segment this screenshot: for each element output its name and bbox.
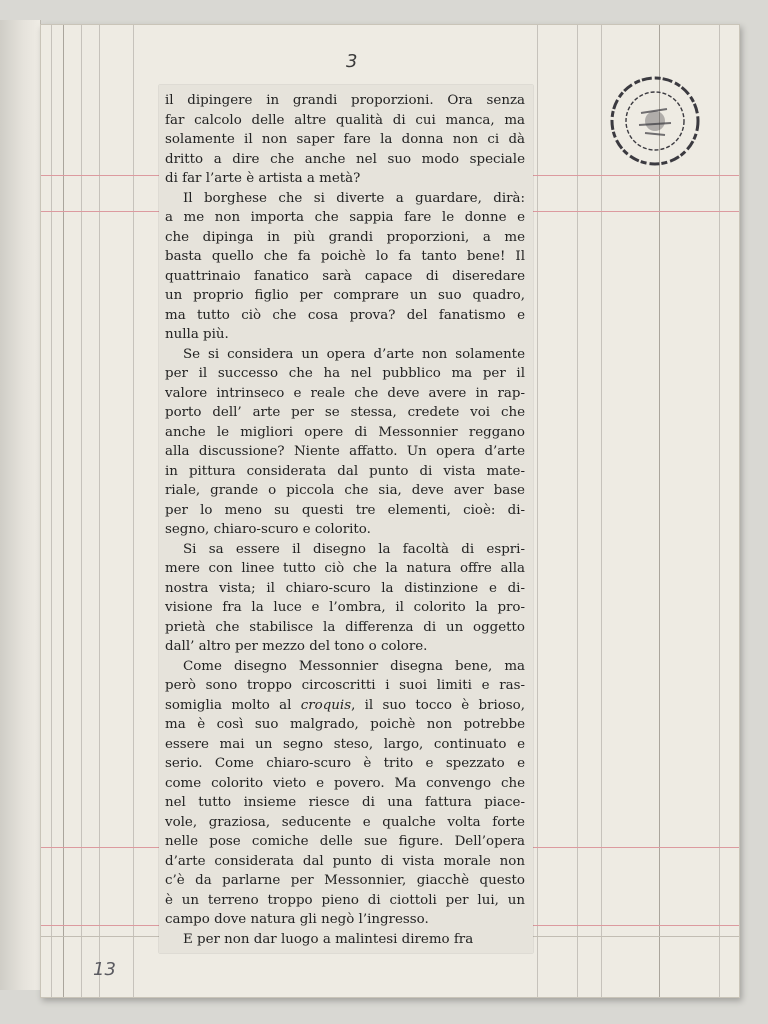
ledger-page (40, 24, 740, 998)
article-line: dall’ altro per mezzo del tono o colore. (165, 639, 428, 654)
article-line: dritto a dire che anche nel suo modo speciale (165, 151, 525, 167)
article-line: segno, chiaro-scuro e colorito. (165, 522, 371, 537)
article-line: a me non importa che sappia fare le donne e (165, 210, 525, 225)
article-line: somiglia molto al croquis, il suo tocco è brioso, (165, 697, 525, 713)
article-line: quattrinaio fanatico sarà capace di diseredare (165, 268, 525, 284)
article-line: in pittura considerata dal punto di vista mate- (165, 463, 525, 479)
article-line: riale, grande o piccola che sia, deve aver base (165, 483, 525, 498)
article-line: per il successo che ha nel pubblico ma per il (165, 366, 525, 381)
page-number: 3 (346, 51, 358, 72)
adjacent-page-edge (0, 20, 41, 990)
article-line: visione fra la luce e l’ombra, il colorito la pro- (165, 600, 525, 615)
article-line: Se si considera un opera d’arte non solamente (183, 346, 525, 362)
ruling-line (51, 25, 52, 997)
article-line: prietà che stabilisce la differenza di un oggetto (165, 619, 525, 635)
article-line: nostra vista; il chiaro-scuro la distinzione e di- (165, 580, 525, 596)
article-line: però sono troppo circoscritti i suoi limiti e ras- (165, 678, 525, 693)
library-stamp (607, 73, 703, 169)
article-line: essere mai un segno steso, largo, continuato e (165, 736, 525, 752)
article-line: Si sa essere il disegno la facoltà di espri- (183, 541, 525, 557)
article-line: far calcolo delle altre qualità di cui manca, ma (165, 112, 525, 128)
article-line: vole, graziosa, seducente e qualche volta forte (165, 814, 525, 830)
ruling-line (133, 25, 134, 997)
ruling-line (81, 25, 82, 997)
article-line: ma tutto ciò che cosa prova? del fanatismo e (165, 307, 525, 323)
article-line: valore intrinseco e reale che deve avere in rap- (165, 385, 525, 401)
ruling-line (99, 25, 100, 997)
article-line: come colorito vieto e povero. Ma convengo che (165, 775, 525, 791)
article-line: d’arte considerata dal punto di vista morale non (165, 853, 525, 869)
ruling-line (719, 25, 720, 997)
article-line: anche le migliori opere di Messonnier reggano (165, 424, 525, 440)
article-line: Come disegno Messonnier disegna bene, ma (183, 658, 525, 674)
article-line: E per non dar luogo a malintesi diremo fra (183, 931, 474, 947)
article-line: campo dove natura gli negò l’ingresso. (165, 912, 429, 927)
article-line: porto dell’ arte per se stessa, credete voi che (165, 405, 525, 420)
article-line: per lo meno su questi tre elementi, cioè: di- (165, 502, 525, 518)
article-line: basta quello che fa poichè lo fa tanto bene! Il (165, 249, 525, 264)
ruling-line (601, 25, 602, 997)
article-line: nel tutto insieme riesce di una fattura piace- (165, 795, 525, 810)
article-text (165, 91, 525, 949)
article-line: nelle pose comiche delle sue figure. Dell’opera (165, 834, 525, 849)
article-line: un proprio figlio per comprare un suo quadro, (165, 288, 525, 303)
ruling-line (577, 25, 578, 997)
article-line: solamente il non saper fare la donna non ci dà (165, 132, 525, 147)
newspaper-clipping (159, 85, 533, 953)
article-line: Il borghese che si diverte a guardare, dirà: (183, 190, 525, 206)
article-line: serio. Come chiaro-scuro è trito e spezzato e (165, 756, 525, 771)
article-line: mere con linee tutto ciò che la natura offre alla (165, 561, 525, 576)
ruling-line (537, 25, 538, 997)
folio-number: 13 (93, 959, 116, 980)
article-line: c’è da parlarne per Messonnier, giacchè questo (165, 873, 525, 888)
article-line: nulla più. (165, 327, 229, 342)
ruling-line (63, 25, 64, 997)
article-line: è un terreno troppo pieno di ciottoli per lui, un (165, 892, 525, 908)
article-line: di far l’arte è artista a metà? (165, 171, 361, 186)
article-line: alla discussione? Niente affatto. Un opera d’arte (165, 444, 525, 459)
article-line: ma è così suo malgrado, poichè non potrebbe (165, 717, 525, 732)
article-line: il dipingere in grandi proporzioni. Ora senza (165, 93, 525, 108)
article-line: che dipinga in più grandi proporzioni, a me (165, 229, 525, 245)
ruling-line (659, 25, 660, 997)
